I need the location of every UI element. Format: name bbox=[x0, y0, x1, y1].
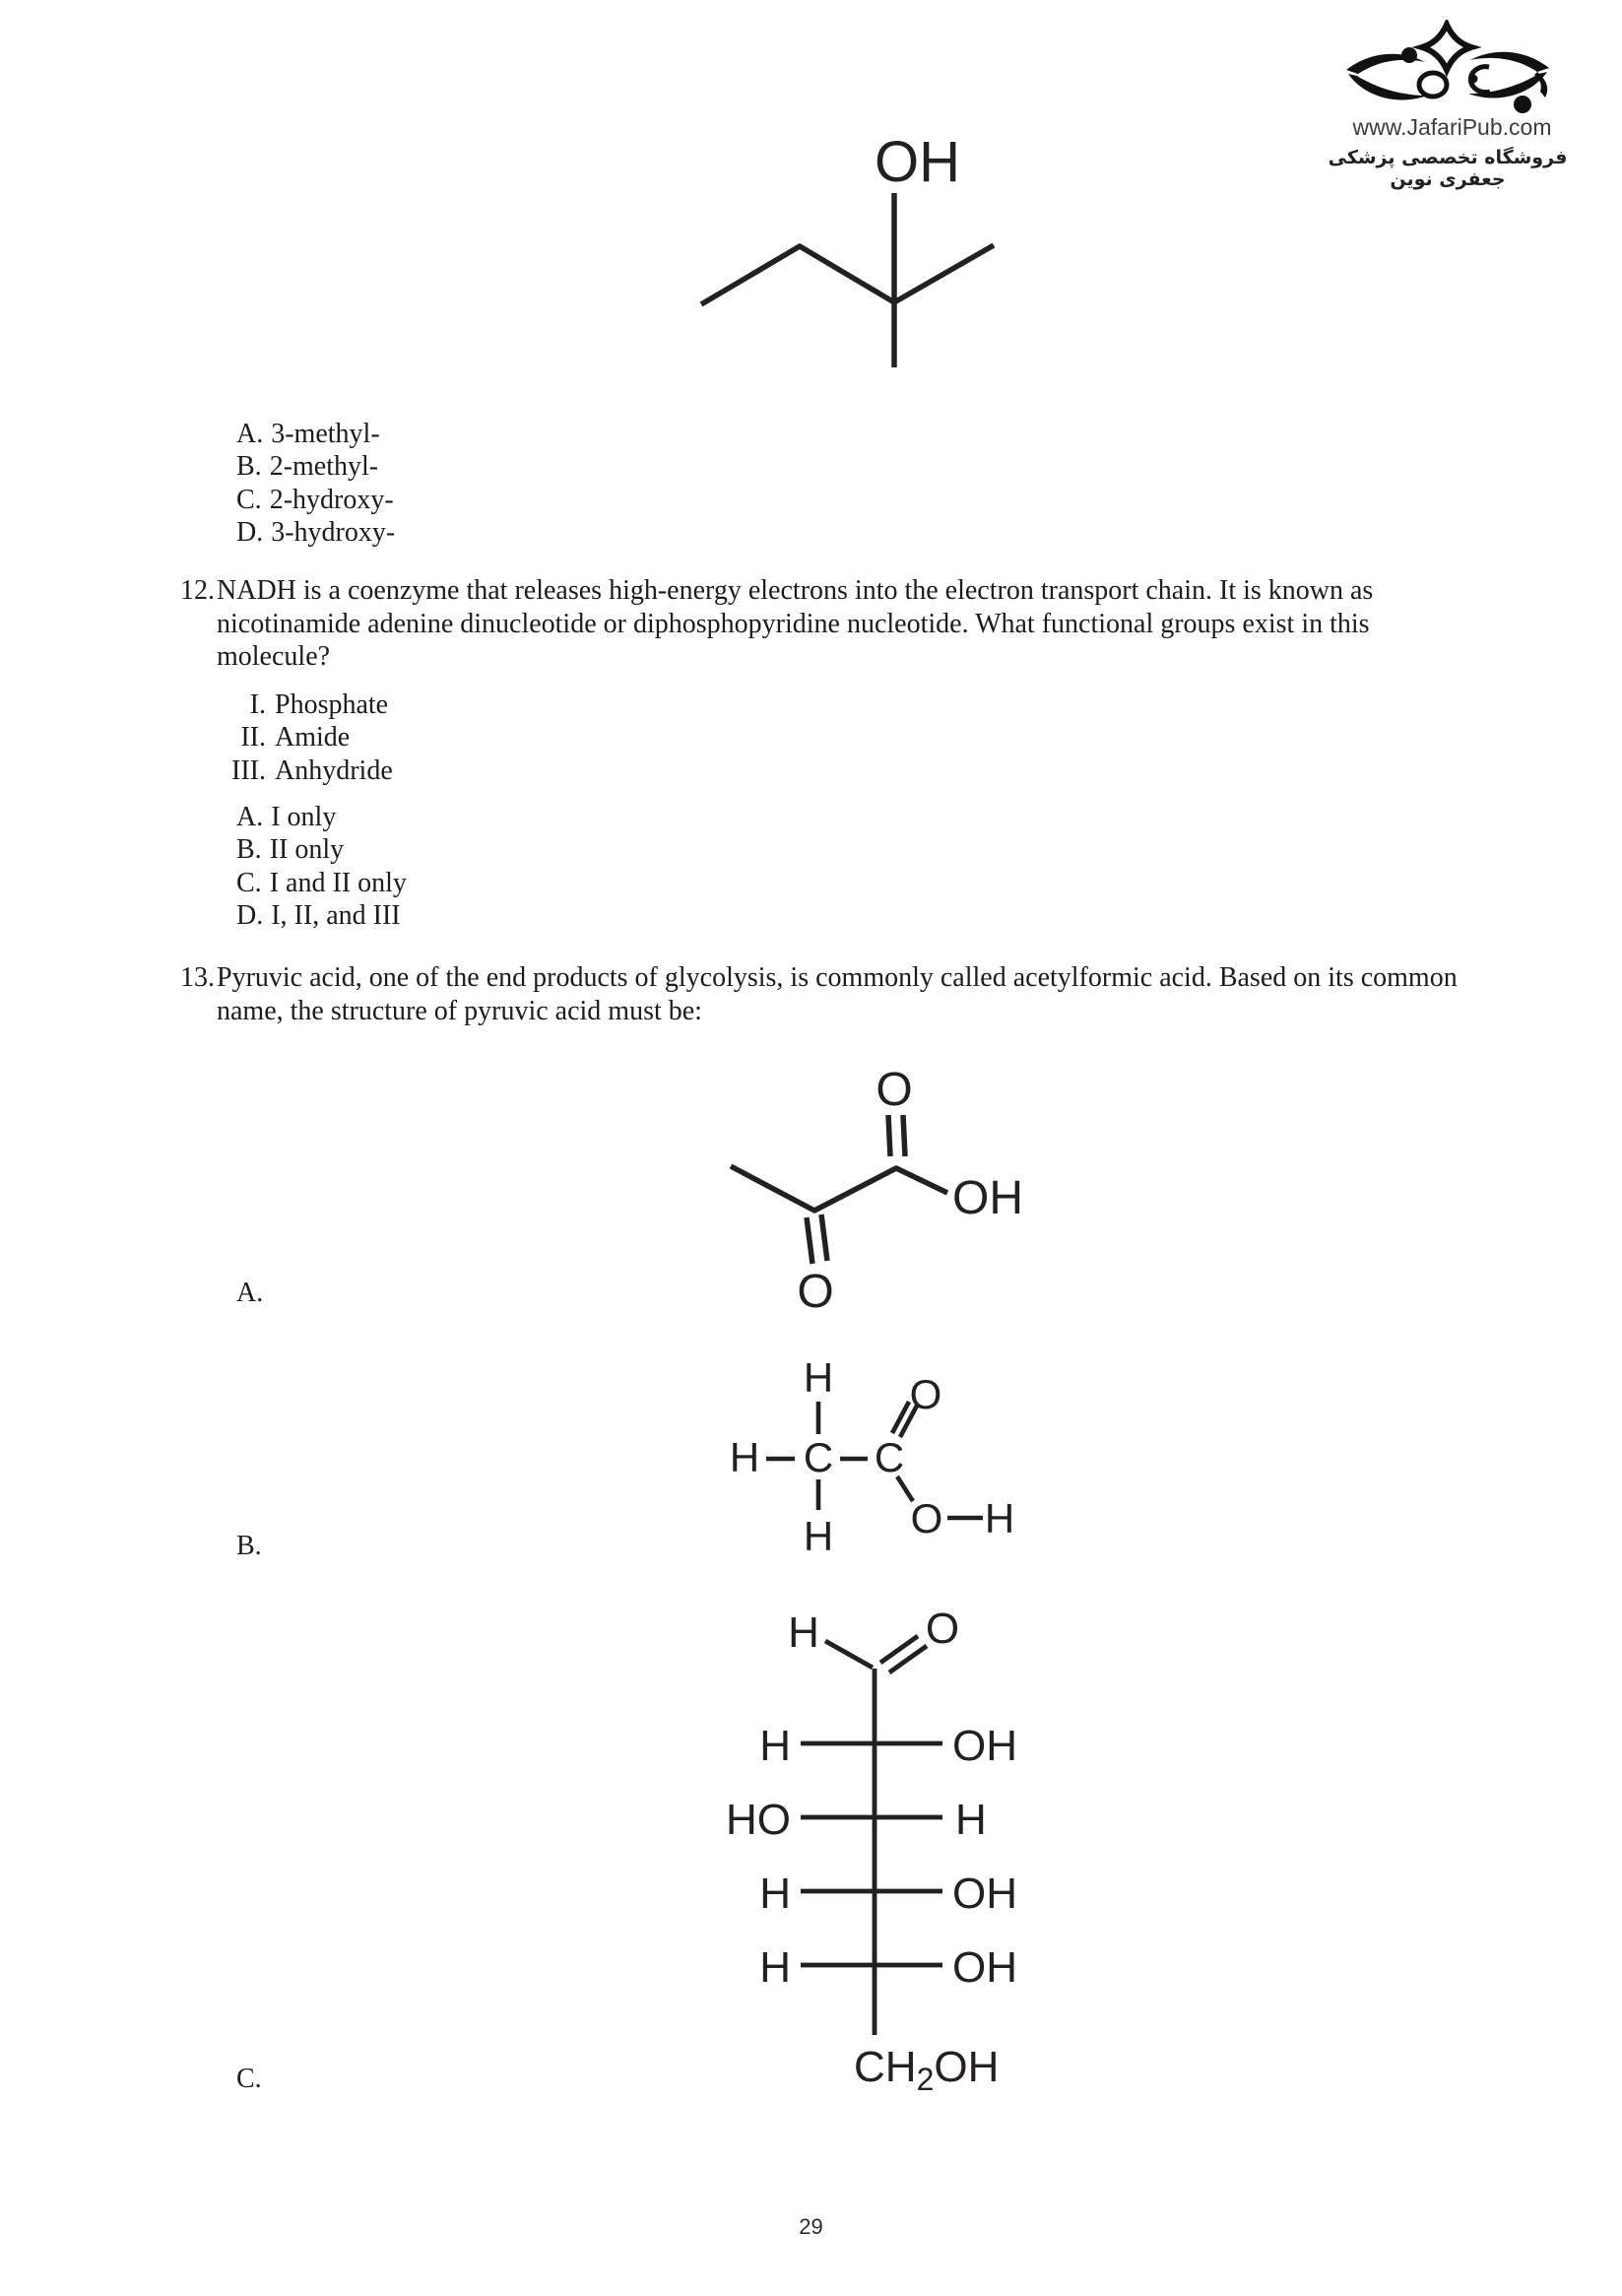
atom-label-row3-right: OH bbox=[952, 1870, 1017, 1918]
atom-label-row2-right: H bbox=[955, 1796, 987, 1844]
option-letter: B. bbox=[236, 834, 262, 866]
q11-option-c bbox=[236, 484, 395, 516]
jafaripub-logo-icon bbox=[1339, 20, 1576, 123]
question-12 bbox=[180, 574, 1467, 674]
logo-dot-right bbox=[1514, 96, 1531, 113]
page-number: 29 bbox=[799, 2214, 823, 2239]
option-letter: C. bbox=[236, 867, 262, 898]
atom-label-h-acid: H bbox=[984, 1495, 1015, 1542]
roman-numeral: II. bbox=[240, 722, 266, 754]
q12-option-c bbox=[236, 867, 407, 899]
atom-label-row1-right: OH bbox=[952, 1722, 1017, 1770]
roman-text: Phosphate bbox=[275, 689, 389, 720]
option-text: 2-methyl- bbox=[269, 451, 379, 483]
ch2oh-tail: OH bbox=[934, 2043, 1000, 2091]
q13-choice-label-c: C. bbox=[236, 2064, 262, 2094]
question-number: 13. bbox=[180, 962, 215, 993]
logo-curl-dot bbox=[1469, 75, 1478, 84]
atom-label-c-left: C bbox=[803, 1434, 834, 1480]
option-text: I, II, and III bbox=[271, 900, 401, 932]
atom-label-h-bottom: H bbox=[803, 1513, 834, 1559]
ch2oh-main: CH bbox=[854, 2043, 917, 2091]
q12-item-2 bbox=[175, 721, 393, 754]
option-letter: D. bbox=[236, 517, 264, 549]
q11-option-d bbox=[236, 516, 395, 549]
q11-option-a bbox=[236, 418, 395, 450]
atom-label-o-carbonyl: O bbox=[909, 1371, 942, 1417]
q11-option-b bbox=[236, 450, 395, 483]
option-text: I only bbox=[271, 802, 337, 832]
atom-label-hydroxyl: OH bbox=[875, 130, 960, 194]
bond-lines bbox=[801, 1636, 942, 2035]
question-13 bbox=[180, 961, 1467, 1027]
question-number: 12. bbox=[180, 575, 215, 606]
option-letter: A. bbox=[236, 802, 264, 832]
bond-lines bbox=[701, 193, 994, 367]
option-text: 3-hydroxy- bbox=[271, 517, 396, 549]
logo-star-icon bbox=[1422, 25, 1471, 70]
logo-website-url: www.JafariPub.com bbox=[1352, 114, 1552, 140]
option-text: II only bbox=[269, 834, 345, 866]
logo-loop-icon bbox=[1419, 73, 1447, 97]
q11-options bbox=[236, 418, 395, 550]
roman-text: Amide bbox=[275, 722, 351, 754]
roman-text: Anhydride bbox=[275, 754, 393, 786]
q13-choice-label-b: B. bbox=[236, 1531, 262, 1561]
q13-structure-b-acetic-acid bbox=[719, 1353, 1034, 1560]
q12-option-d bbox=[236, 899, 407, 932]
logo-tagline-persian: فروشگاه تخصصی پزشکی جعفری نوین bbox=[1328, 147, 1568, 190]
q12-option-a bbox=[236, 801, 407, 833]
atom-label-o-aldehyde: O bbox=[925, 1605, 960, 1653]
logo-left-wing-lower-icon bbox=[1348, 74, 1427, 99]
q12-option-b bbox=[236, 833, 407, 866]
ch2oh-subscript: 2 bbox=[916, 2062, 935, 2097]
atom-label-h-top: H bbox=[803, 1354, 834, 1401]
atom-label-h-left: H bbox=[729, 1434, 760, 1480]
q12-roman-list bbox=[175, 689, 393, 787]
atom-label-h-aldehyde: H bbox=[788, 1608, 819, 1657]
logo-tail-icon bbox=[1534, 72, 1547, 98]
atom-label-hydroxyl: OH bbox=[952, 1172, 1023, 1224]
atom-label-row4-left: H bbox=[759, 1943, 791, 1992]
question-text: NADH is a coenzyme that releases high-energy electrons into the electron transport chain. It is known as nicotinamide adenine dinucleotide or diphosphopyridine nucleotide. What functional groups exist in this molecule? bbox=[217, 575, 1374, 672]
q11-structure-2-methyl-2-butanol bbox=[680, 118, 1019, 379]
atom-label-row3-left: H bbox=[759, 1870, 791, 1918]
q12-item-1 bbox=[175, 689, 393, 721]
option-text: I and II only bbox=[269, 867, 407, 898]
atom-label-ch2oh bbox=[854, 2043, 999, 2097]
logo-right-wing-lower-icon bbox=[1468, 72, 1547, 98]
roman-numeral: I. bbox=[249, 689, 266, 720]
atom-label-row1-left: H bbox=[759, 1722, 791, 1770]
q13-choice-label-a: A. bbox=[236, 1278, 264, 1308]
option-letter: B. bbox=[236, 451, 262, 483]
atom-label-carbonyl-o-bottom: O bbox=[797, 1266, 834, 1318]
option-letter: A. bbox=[236, 419, 264, 449]
option-text: 2-hydroxy- bbox=[269, 484, 394, 515]
atom-label-o-hydroxyl: O bbox=[910, 1495, 943, 1542]
q12-item-3 bbox=[175, 754, 393, 787]
bond-lines bbox=[731, 1115, 947, 1264]
question-text: Pyruvic acid, one of the end products of glycolysis, is commonly called acetylformic acid. Based on its common name, the structure of pyruvic acid must be: bbox=[217, 962, 1458, 1026]
roman-numeral: III. bbox=[231, 754, 266, 786]
option-text: 3-methyl- bbox=[271, 419, 380, 449]
option-letter: C. bbox=[236, 484, 262, 515]
atom-label-c-right: C bbox=[874, 1434, 905, 1480]
atom-label-row2-left: HO bbox=[726, 1796, 791, 1844]
option-letter: D. bbox=[236, 900, 264, 932]
q12-options bbox=[236, 801, 407, 933]
atom-label-row4-right: OH bbox=[952, 1943, 1017, 1992]
q13-structure-a-pyruvic-acid bbox=[709, 1062, 1034, 1320]
q13-structure-c-glucose-fischer bbox=[709, 1606, 1044, 2100]
atom-label-carbonyl-o-top: O bbox=[876, 1064, 913, 1116]
